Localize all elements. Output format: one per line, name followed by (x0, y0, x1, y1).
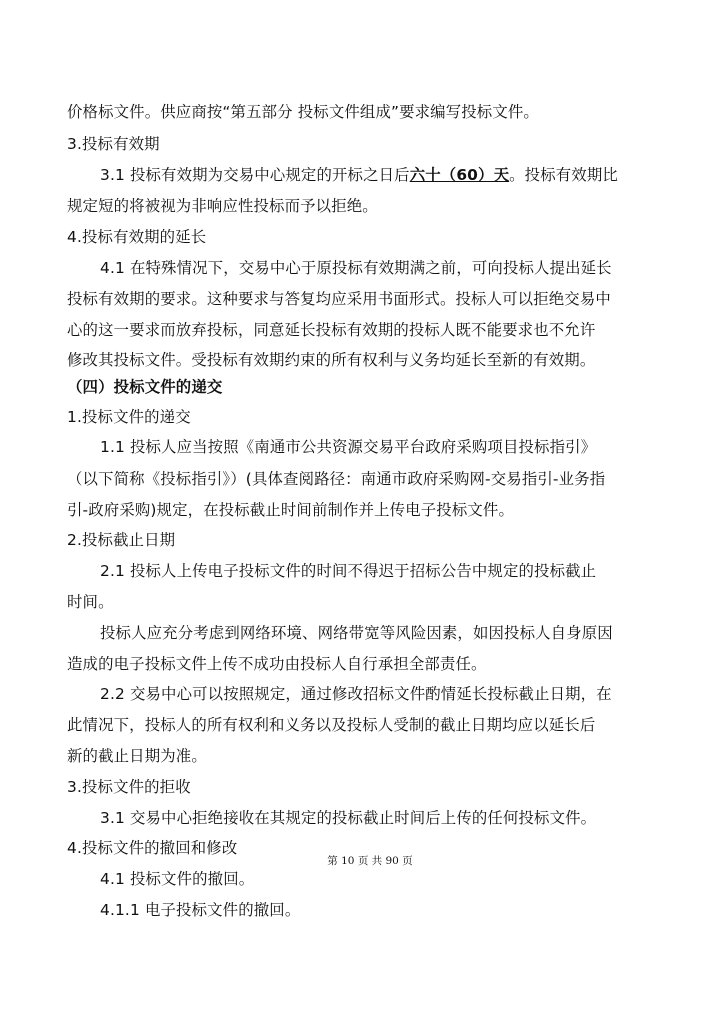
paragraph-line: 2.1 投标人上传电子投标文件的时间不得迟于招标公告中规定的投标截止 (100, 562, 597, 580)
validity-period-emphasis: 六十（60）天 (409, 166, 510, 184)
paragraph-line: 此情况下，投标人的所有权利和义务以及投标人受制的截止日期均应以延长后 (67, 716, 596, 734)
section-heading: 3.投标有效期 (67, 135, 160, 153)
section-heading: 4.投标文件的撤回和修改 (67, 839, 238, 857)
paragraph-line: 投标人应充分考虑到网络环境、网络带宽等风险因素，如因投标人自身原因 (100, 624, 613, 642)
paragraph-line: 4.1 投标文件的撤回。 (100, 870, 255, 888)
paragraph-line: 造成的电子投标文件上传不成功由投标人自行承担全部责任。 (67, 655, 487, 673)
paragraph-line: （以下简称《投标指引》）(具体查阅路径：南通市政府采购网-交易指引-业务指 (67, 470, 606, 488)
paragraph-line (100, 163, 667, 187)
paragraph-line: 心的这一要求而放弃投标，同意延长投标有效期的投标人既不能要求也不允许 (67, 321, 596, 339)
paragraph-line: 1.1 投标人应当按照《南通市公共资源交易平台政府采购项目投标指引》 (100, 438, 597, 456)
paragraph-line: 新的截止日期为准。 (67, 747, 207, 765)
section-heading: 4.投标有效期的延长 (67, 228, 207, 246)
chapter-heading: （四）投标文件的递交 (67, 378, 223, 396)
paragraph-line: 引-政府采购)规定，在投标截止时间前制作并上传电子投标文件。 (67, 501, 514, 519)
paragraph-line: 4.1 在特殊情况下，交易中心于原投标有效期满之前，可向投标人提出延长 (100, 259, 612, 277)
paragraph-line: 3.1 交易中心拒绝接收在其规定的投标截止时间后上传的任何投标文件。 (100, 809, 597, 827)
section-heading: 3.投标文件的拒收 (67, 778, 191, 796)
paragraph-line: 4.1.1 电子投标文件的撤回。 (100, 901, 301, 919)
paragraph-line: 修改其投标文件。受投标有效期约束的所有权利与义务均延长至新的有效期。 (67, 351, 596, 369)
section-heading: 1.投标文件的递交 (67, 408, 191, 426)
paragraph-line: 2.2 交易中心可以按照规定，通过修改招标文件酌情延长投标截止日期，在 (100, 685, 612, 703)
text-run: 。投标有效期比 (509, 166, 618, 184)
paragraph-line: 时间。 (67, 593, 114, 611)
section-heading: 2.投标截止日期 (67, 531, 176, 549)
text-run: 3.1 投标有效期为交易中心规定的开标之日后 (100, 166, 410, 184)
paragraph-line: 投标有效期的要求。这种要求与答复均应采用书面形式。投标人可以拒绝交易中 (67, 290, 611, 308)
paragraph-line: 规定短的将被视为非响应性投标而予以拒绝。 (67, 197, 378, 215)
paragraph-line: 价格标文件。供应商按“第五部分 投标文件组成”要求编写投标文件。 (67, 103, 539, 121)
page-number-footer: 第 10 页 共 90 页 (327, 855, 413, 867)
